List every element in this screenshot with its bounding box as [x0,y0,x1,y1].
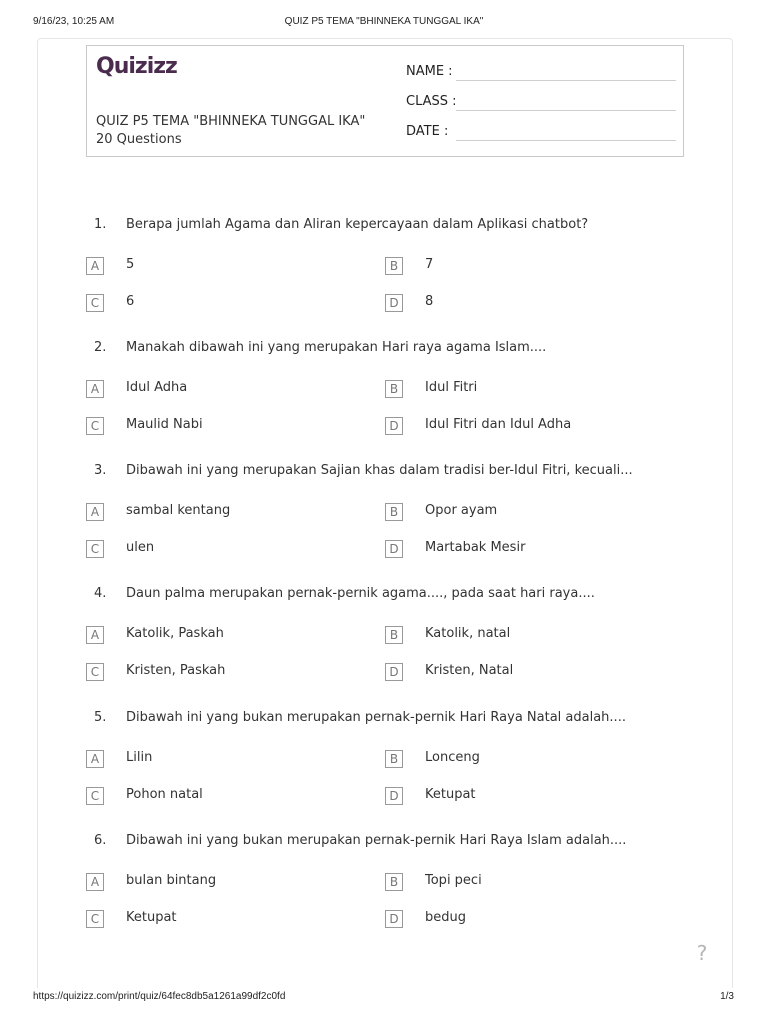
option-letter-box[interactable]: D [385,787,403,805]
option-text: Opor ayam [425,503,498,518]
option-text: Topi peci [425,873,482,888]
option-letter-box[interactable]: B [385,873,403,891]
quiz-title: QUIZ P5 TEMA "BHINNEKA TUNGGAL IKA" [96,114,366,129]
worksheet-header [86,45,684,157]
option-text: Katolik, Paskah [126,626,224,641]
option-letter-box[interactable]: B [385,750,403,768]
date-label: DATE : [406,124,449,139]
question-number: 2. [94,340,107,355]
option-letter-box[interactable]: C [86,540,104,558]
name-label: NAME : [406,64,453,79]
question-number: 4. [94,586,107,601]
print-url: https://quizizz.com/print/quiz/64fec8db5a1261a99df2c0fd [33,991,286,1002]
print-header [0,16,768,30]
option-text: Ketupat [126,910,177,925]
option-text: bedug [425,910,466,925]
question-text: Dibawah ini yang merupakan Sajian khas dalam tradisi ber-Idul Fitri, kecuali... [126,463,633,478]
question-count: 20 Questions [96,132,182,147]
question-number: 3. [94,463,107,478]
print-datetime: 9/16/23, 10:25 AM [33,16,115,27]
option-text: Lonceng [425,750,480,765]
question-text: Daun palma merupakan pernak-pernik agama...., pada saat hari raya.... [126,586,595,601]
option-text: bulan bintang [126,873,217,888]
class-label: CLASS : [406,94,457,109]
option-text: 7 [425,257,434,272]
option-letter-box[interactable]: D [385,910,403,928]
option-letter-box[interactable]: A [86,873,104,891]
option-text: Idul Fitri dan Idul Adha [425,417,572,432]
option-letter-box[interactable]: D [385,663,403,681]
option-text: 8 [425,294,434,309]
question-text: Dibawah ini yang bukan merupakan pernak-pernik Hari Raya Natal adalah.... [126,710,626,725]
option-letter-box[interactable]: D [385,294,403,312]
name-line [456,80,676,81]
option-text: Lilin [126,750,153,765]
option-letter-box[interactable]: D [385,417,403,435]
question-number: 5. [94,710,107,725]
quizizz-logo: Quizizz [96,54,177,79]
option-text: Martabak Mesir [425,540,526,555]
class-line [456,110,676,111]
date-line [456,140,676,141]
date-field [406,123,676,143]
option-letter-box[interactable]: C [86,663,104,681]
question-text: Dibawah ini yang bukan merupakan pernak-pernik Hari Raya Islam adalah.... [126,833,627,848]
name-field [406,63,676,83]
question-number: 6. [94,833,107,848]
question-number: 1. [94,217,107,232]
option-letter-box[interactable]: A [86,257,104,275]
option-letter-box[interactable]: C [86,787,104,805]
option-text: Idul Fitri [425,380,478,395]
option-text: Katolik, natal [425,626,511,641]
option-text: Maulid Nabi [126,417,203,432]
option-text: Ketupat [425,787,476,802]
option-letter-box[interactable]: B [385,503,403,521]
print-footer [0,991,768,1005]
question-text: Manakah dibawah ini yang merupakan Hari raya agama Islam.... [126,340,547,355]
option-text: Kristen, Natal [425,663,514,678]
option-letter-box[interactable]: A [86,750,104,768]
option-text: 5 [126,257,135,272]
class-field [406,93,676,113]
option-letter-box[interactable]: A [86,503,104,521]
option-text: Kristen, Paskah [126,663,226,678]
page-number: 1/3 [720,991,734,1002]
option-letter-box[interactable]: D [385,540,403,558]
option-letter-box[interactable]: B [385,626,403,644]
question-text: Berapa jumlah Agama dan Aliran kepercayaan dalam Aplikasi chatbot? [126,217,589,232]
option-letter-box[interactable]: C [86,417,104,435]
option-letter-box[interactable]: C [86,910,104,928]
print-title: QUIZ P5 TEMA "BHINNEKA TUNGGAL IKA" [284,16,484,27]
option-letter-box[interactable]: A [86,626,104,644]
option-letter-box[interactable]: C [86,294,104,312]
option-letter-box[interactable]: A [86,380,104,398]
option-letter-box[interactable]: B [385,380,403,398]
question-mark-icon[interactable]: ? [696,941,708,965]
option-text: Pohon natal [126,787,203,802]
option-text: ulen [126,540,155,555]
option-text: sambal kentang [126,503,231,518]
option-text: 6 [126,294,135,309]
option-text: Idul Adha [126,380,188,395]
option-letter-box[interactable]: B [385,257,403,275]
